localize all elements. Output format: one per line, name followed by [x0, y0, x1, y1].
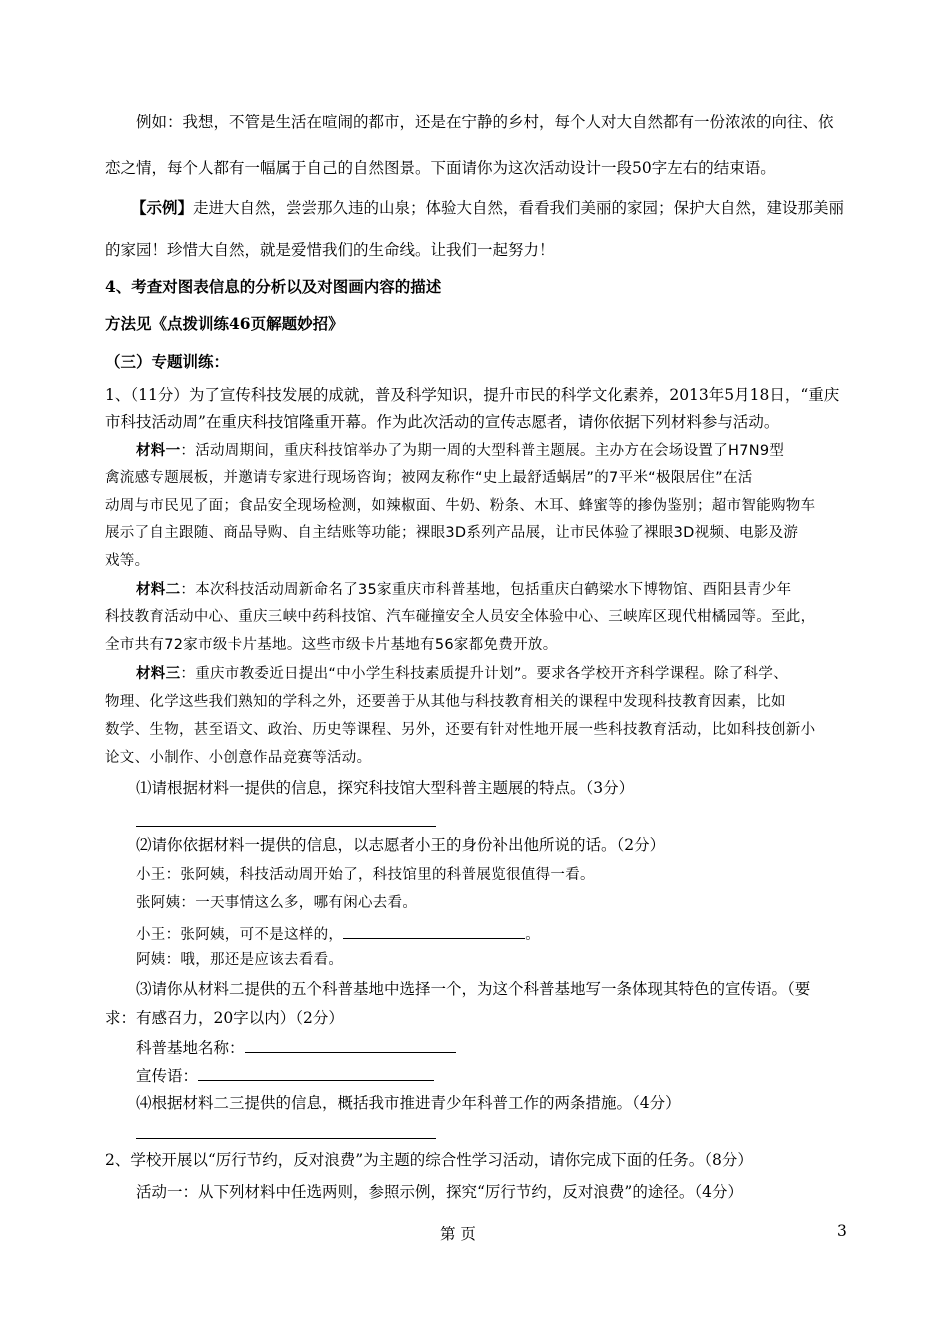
- q1-line-2: 市科技活动周”在重庆科技馆隆重开幕。作为此次活动的宣传志愿者，请你依据下列材料参与活动。: [105, 413, 780, 431]
- example-text-1: 走进大自然，尝尝那久违的山泉；体验大自然，看看我们美丽的家园；保护大自然，建设那美丽: [193, 199, 845, 217]
- sub-question-4: ⑷根据材料二三提供的信息，概括我市推进青少年科普工作的两条措施。（4分）: [136, 1094, 681, 1112]
- q2-line-1: 2、学校开展以“厉行节约，反对浪费”为主题的综合性学习活动，请你完成下面的任务。（8分）: [105, 1151, 753, 1169]
- base-name-blank[interactable]: [245, 1036, 456, 1053]
- material-1-line-1: 材料一：活动周期间，重庆科技馆举办了为期一周的大型科普主题展。主办方在会场设置了H7N9型: [136, 443, 785, 459]
- material-2-line-2: 科技教育活动中心、重庆三峡中药科技馆、汽车碰撞安全人员安全体验中心、三峡库区现代柑橘园等。至此，: [105, 609, 816, 625]
- heading-4: 4、考查对图表信息的分析以及对图画内容的描述: [105, 277, 442, 296]
- page-number: 3: [837, 1222, 847, 1240]
- sub-question-3-line-2: 求：有感召力，20字以内）（2分）: [105, 1009, 344, 1027]
- sub-question-2: ⑵请你依据材料一提供的信息，以志愿者小王的身份补出他所说的话。（2分）: [136, 836, 666, 854]
- slogan-row: 宣传语：: [136, 1064, 434, 1086]
- example-line-2: 的家园！珍惜大自然，就是爱惜我们的生命线。让我们一起努力！: [105, 241, 555, 259]
- heading-method: 方法见《点拨训练46页解题妙招》: [105, 314, 344, 333]
- material-2-line-1: 材料二：本次科技活动周新命名了35家重庆市科普基地，包括重庆白鹤梁水下博物馆、酉阳县青少年: [136, 582, 792, 598]
- base-name-row: 科普基地名称：: [136, 1036, 456, 1058]
- material-1-line-3: 动周与市民见了面；食品安全现场检测，如辣椒面、牛奶、粉条、木耳、蜂蜜等的掺伪鉴别；超市智能购物车: [105, 498, 816, 514]
- dialogue-blank[interactable]: [343, 922, 525, 939]
- intro-line-2: 恋之情，每个人都有一幅属于自己的自然图景。下面请你为这次活动设计一段50字左右的结束语。: [105, 159, 776, 177]
- example-label: 【示例】: [131, 198, 194, 217]
- material-1-line-5: 戏等。: [105, 553, 150, 569]
- heading-section-3: （三）专题训练：: [105, 352, 230, 371]
- material-3-line-4: 论文、小制作、小创意作品竞赛等活动。: [105, 750, 372, 766]
- slogan-blank[interactable]: [198, 1064, 434, 1081]
- material-3-line-2: 物理、化学这些我们熟知的学科之外，还要善于从其他与科技教育相关的课程中发现科技教育因素，比如: [105, 694, 786, 710]
- material-3-line-3: 数学、生物，甚至语文、政治、历史等课程、另外，还要有针对性地开展一些科技教育活动，比如科技创新小: [105, 722, 816, 738]
- example-line-1: [131, 198, 844, 218]
- answer-line-4[interactable]: [136, 1138, 436, 1139]
- intro-line-1: 例如：我想，不管是生活在喧闹的都市，还是在宁静的乡村，每个人对大自然都有一份浓浓的向往、依: [136, 113, 834, 131]
- material-3-line-1: 材料三：重庆市教委近日提出“中小学生科技素质提升计划”。要求各学校开齐科学课程。除了科学、: [136, 666, 789, 682]
- answer-line-1[interactable]: [136, 826, 436, 827]
- dialogue-line-3: 小王：张阿姨，可不是这样的， 。: [136, 922, 540, 945]
- material-3-label: 材料三: [136, 666, 181, 682]
- q2-activity-1: 活动一：从下列材料中任选两则，参照示例，探究“厉行节约，反对浪费”的途径。（4分）: [136, 1183, 743, 1201]
- sub-question-3-line-1: ⑶请你从材料二提供的五个科普基地中选择一个，为这个科普基地写一条体现其特色的宣传语。（要: [136, 980, 811, 998]
- sub-question-1: ⑴请根据材料一提供的信息，探究科技馆大型科普主题展的特点。（3分）: [136, 779, 635, 797]
- dialogue-line-2: 张阿姨：一天事情这么多，哪有闲心去看。: [136, 895, 418, 911]
- page-footer-label: 第 页: [440, 1225, 476, 1243]
- material-1-line-4: 展示了自主跟随、商品导购、自主结账等功能；裸眼3D系列产品展，让市民体验了裸眼3D视频、电影及游: [105, 525, 799, 541]
- q1-line-1: 1、（11分）为了宣传科技发展的成就，普及科学知识，提升市民的科学文化素养，2013年5月18日，“重庆: [105, 386, 840, 404]
- dialogue-line-4: 阿姨：哦，那还是应该去看看。: [136, 952, 344, 968]
- dialogue-line-1: 小王：张阿姨，科技活动周开始了，科技馆里的科普展览很值得一看。: [136, 867, 595, 883]
- material-1-line-2: 禽流感专题展板，并邀请专家进行现场咨询；被网友称作“史上最舒适蜗居”的7平米“极限居住”在活: [105, 470, 753, 486]
- material-2-label: 材料二: [136, 582, 181, 598]
- material-1-label: 材料一: [136, 443, 181, 459]
- material-2-line-3: 全市共有72家市级卡片基地。这些市级卡片基地有56家都免费开放。: [105, 637, 558, 653]
